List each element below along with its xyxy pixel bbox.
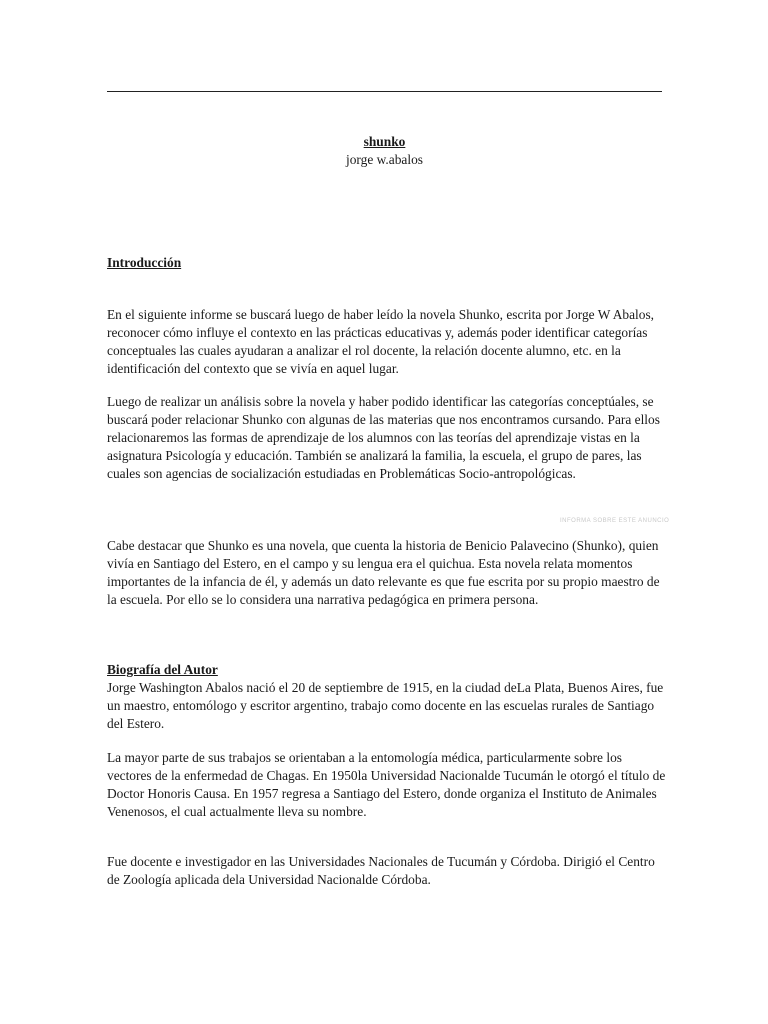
paragraph-text: La mayor parte de sus trabajos se orientaban a la entomología médica, particularmente sobre los vectores de la enfermedad de Chagas. En 1950la Universidad Nacionalde Tucumán le otorgó el título de Doctor Honoris Causa. En 1957 regresa a Santiago del Estero, donde organiza el Instituto de Animales Venenosos, el cual actualmente lleva su nombre. (107, 750, 666, 819)
biography-paragraph: Jorge Washington Abalos nació el 20 de septiembre de 1915, en la ciudad deLa Plata, Buenos Aires, fue un maestro, entomólogo y escritor argentino, trabajo como docente en las escuelas rurales de Santiago del Estero. (107, 680, 664, 731)
biography-section (107, 661, 667, 733)
header-rule (107, 91, 662, 92)
ad-report-link[interactable]: INFORMA SOBRE ESTE ANUNCIO (560, 518, 670, 524)
biography-heading: Biografía del Autor (107, 662, 218, 677)
document-title: shunko (363, 134, 406, 149)
biography-paragraph-3 (107, 853, 667, 889)
intro-paragraph-2 (107, 393, 667, 483)
biography-paragraph-2 (107, 749, 667, 821)
paragraph-text: Luego de realizar un análisis sobre la novela y haber podido identificar las categorías conceptúales, se buscará poder relacionar Shunko con algunas de las materias que nos encontramos cursando. Para ellos relacionaremos las formas de aprendizaje de los alumnos con las teorías del aprendizaje vistas en la asignatura Psicología y educación. También se analizará la familia, la escuela, el grupo de pares, las cuales son agencias de socialización estudiadas en Problemáticas Socio-antropológicas. (107, 394, 660, 481)
document-author: jorge w.abalos (346, 152, 423, 167)
paragraph-text: Cabe destacar que Shunko es una novela, que cuenta la historia de Benicio Palavecino (Shunko), quien vivía en Santiago del Estero, en el campo y su lengua era el quichua. Esta novela relata momentos importantes de la infancia de él, y además un dato relevante es que fue escrita por su propio maestro de la escuela. Por ello se lo considera una narrativa pedagógica en primera persona. (107, 538, 660, 607)
paragraph-text: En el siguiente informe se buscará luego de haber leído la novela Shunko, escrita por Jorge W Abalos, reconocer cómo influye el contexto en las prácticas educativas y, además poder identificar categorías conceptuales las cuales ayudaran a analizar el rol docente, la relación docente alumno, etc. en la identificación del contexto que se vivía en aquel lugar. (107, 307, 655, 376)
intro-heading-block (107, 254, 667, 272)
intro-paragraph-3 (107, 537, 667, 609)
paragraph-text: Fue docente e investigador en las Universidades Nacionales de Tucumán y Córdoba. Dirigió el Centro de Zoología aplicada dela Universidad Nacionalde Córdoba. (107, 854, 655, 887)
title-block (107, 133, 662, 169)
intro-heading: Introducción (107, 255, 182, 270)
intro-paragraph-1 (107, 306, 667, 378)
